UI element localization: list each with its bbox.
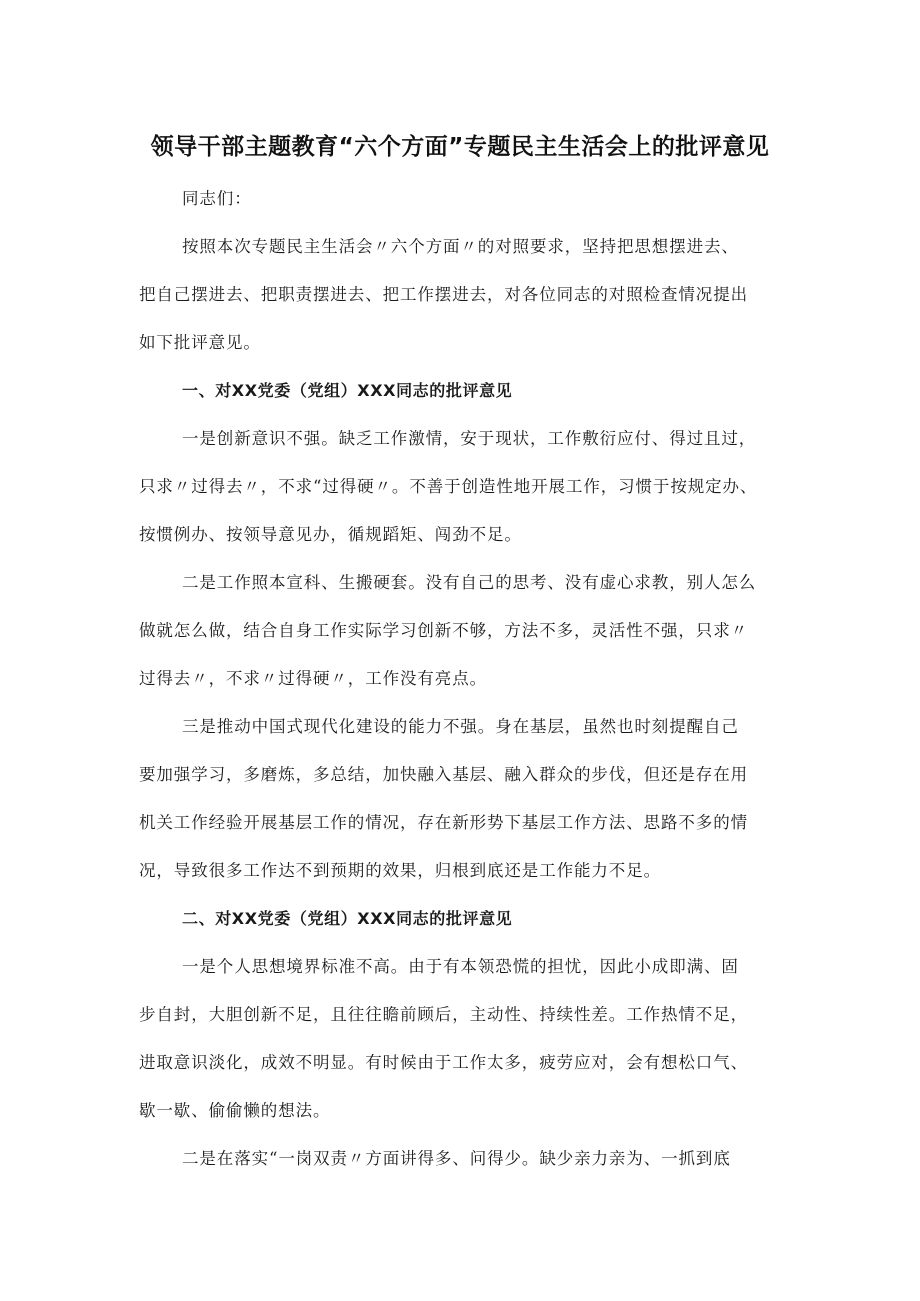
paragraph-line: 歇一歇、偷偷懒的想法。 [139, 1101, 331, 1120]
paragraph-line: 二是在落实“一岗双责〃方面讲得多、问得少。缺少亲力亲为、一抓到底 [182, 1149, 731, 1168]
section-heading: 二、对XX党委（党组）XXX同志的批评意见 [182, 909, 513, 928]
salutation: 同志们： [182, 189, 252, 208]
paragraph-line: 过得去〃，不求〃过得硬〃，工作没有亮点。 [139, 669, 487, 688]
paragraph-line: 机关工作经验开展基层工作的情况，存在新形势下基层工作方法、思路不多的情 [139, 813, 748, 832]
paragraph-line: 进取意识淡化，成效不明显。有时候由于工作太多，疲劳应对，会有想松口气、 [139, 1053, 748, 1072]
paragraph-line: 三是推动中国式现代化建设的能力不强。身在基层，虽然也时刻提醒自己 [182, 717, 739, 736]
intro-line: 如下批评意见。 [139, 333, 261, 352]
paragraph-line: 要加强学习，多磨炼，多总结，加快融入基层、融入群众的步伐，但还是存在用 [139, 765, 748, 784]
paragraph-line: 只求〃过得去〃，不求“过得硬〃。不善于创造性地开展工作，习惯于按规定办、 [139, 477, 758, 496]
paragraph-line: 二是工作照本宣科、生搬硬套。没有自己的思考、没有虚心求教，别人怎么 [182, 573, 757, 592]
paragraph-line: 况，导致很多工作达不到预期的效果，归根到底还是工作能力不足。 [139, 861, 661, 880]
paragraph-line: 一是个人思想境界标准不高。由于有本领恐慌的担忧，因此小成即满、固 [182, 957, 739, 976]
paragraph-line: 按惯例办、按领导意见办，循规蹈矩、闯劲不足。 [139, 525, 522, 544]
intro-line: 按照本次专题民主生活会〃六个方面〃的对照要求，坚持把思想摆进去、 [182, 237, 739, 256]
section-heading: 一、对XX党委（党组）XXX同志的批评意见 [182, 381, 513, 400]
paragraph-line: 步自封，大胆创新不足，且往往瞻前顾后，主动性、持续性差。工作热情不足， [139, 1005, 748, 1024]
paragraph-line: 做就怎么做，结合自身工作实际学习创新不够，方法不多，灵活性不强，只求〃 [139, 621, 748, 640]
paragraph-line: 一是创新意识不强。缺乏工作激情，安于现状，工作敷衍应付、得过且过， [182, 429, 757, 448]
document-title: 领导干部主题教育“六个方面”专题民主生活会上的批评意见 [150, 134, 770, 160]
intro-line: 把自己摆进去、把职责摆进去、把工作摆进去，对各位同志的对照检查情况提出 [139, 285, 748, 304]
